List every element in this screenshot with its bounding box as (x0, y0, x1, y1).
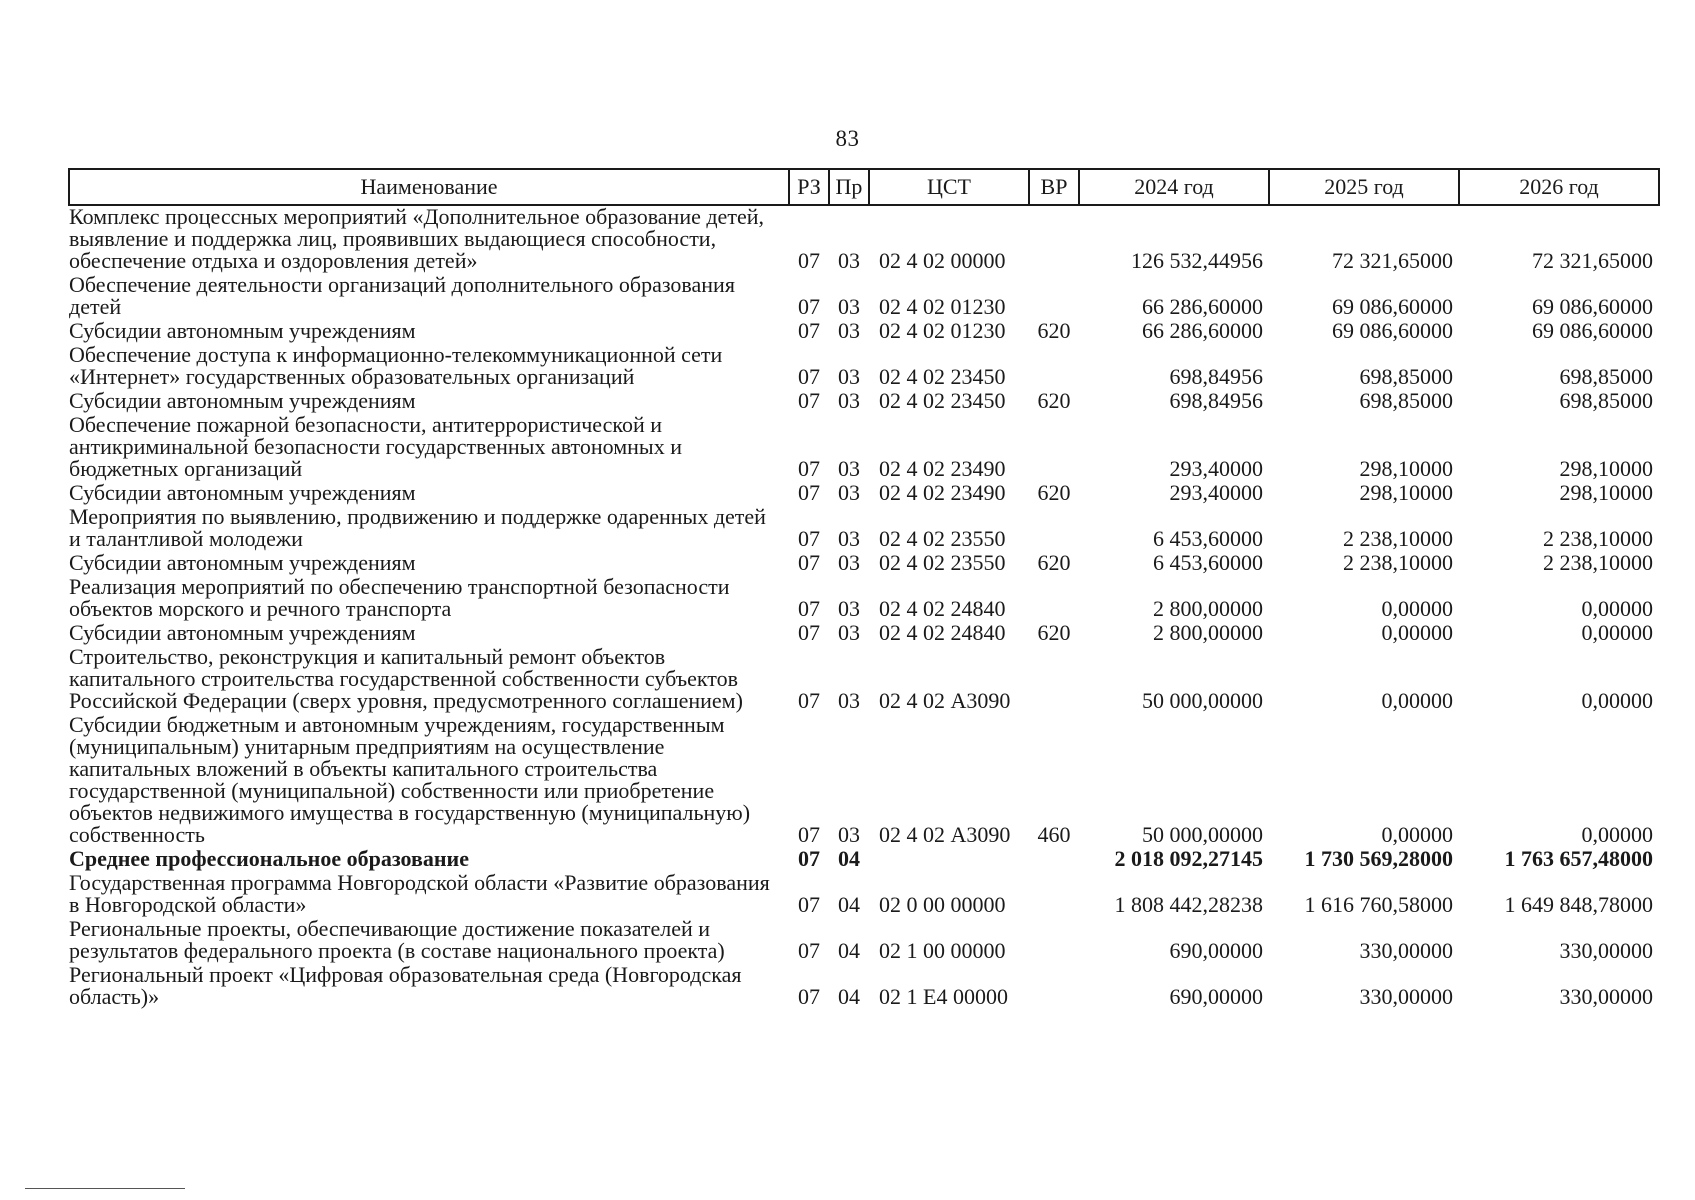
cell-name: Субсидии автономным учреждениям (69, 388, 416, 413)
cell-vr: 620 (1037, 480, 1071, 505)
cell-cst: 02 0 00 00000 (879, 892, 1006, 917)
header-rz: РЗ (789, 169, 829, 205)
table-row (69, 622, 1659, 646)
cell-rz: 07 (798, 248, 820, 273)
cell-rz: 07 (798, 596, 820, 621)
cell-rz: 07 (798, 526, 820, 551)
header-pr: Пр (829, 169, 869, 205)
cell-rz: 07 (798, 364, 820, 389)
cell-2025: 69 086,60000 (1332, 318, 1453, 343)
cell-pr: 03 (838, 248, 860, 273)
cell-pr: 03 (838, 688, 860, 713)
cell-vr: 620 (1037, 550, 1071, 575)
header-cst: ЦСТ (869, 169, 1029, 205)
table-row (69, 964, 1659, 1010)
table-row (69, 390, 1659, 414)
cell-vr (1029, 205, 1079, 274)
cell-name: Обеспечение деятельности организаций дополнительного образования детей (69, 272, 735, 319)
cell-2026: 698,85000 (1559, 388, 1653, 413)
cell-name: Региональные проекты, обеспечивающие достижение показателей и результатов федерального проекта (в составе национального проекта) (69, 916, 725, 963)
cell-cst (869, 848, 1029, 872)
cell-2025: 298,10000 (1359, 456, 1453, 481)
cell-pr: 03 (838, 596, 860, 621)
cell-2024: 293,40000 (1169, 480, 1263, 505)
page-number: 83 (835, 126, 860, 151)
cell-2024: 6 453,60000 (1153, 550, 1263, 575)
cell-vr (1029, 848, 1079, 872)
cell-2024: 698,84956 (1169, 364, 1263, 389)
table-row (69, 414, 1659, 482)
cell-rz: 07 (798, 388, 820, 413)
cell-vr (1029, 576, 1079, 622)
cell-2026: 698,85000 (1559, 364, 1653, 389)
budget-table-container (68, 168, 1658, 1010)
cell-2026: 2 238,10000 (1543, 526, 1653, 551)
cell-name: Комплекс процессных мероприятий «Дополнительное образование детей, выявление и поддержка лиц, проявивших выдающиеся способности, обеспечение отдыха и оздоровления детей» (69, 204, 764, 273)
cell-2024: 50 000,00000 (1142, 822, 1263, 847)
cell-2024: 66 286,60000 (1142, 318, 1263, 343)
budget-table (68, 168, 1660, 1010)
cell-rz: 07 (798, 294, 820, 319)
cell-2024: 6 453,60000 (1153, 526, 1263, 551)
cell-pr: 04 (838, 938, 860, 963)
cell-2025: 0,00000 (1381, 596, 1453, 621)
cell-name: Строительство, реконструкция и капитальный ремонт объектов капитального строительства государственной собственности субъектов Российской Федерации (сверх уровня, предусмотренного соглашением) (69, 644, 743, 713)
cell-name: Реализация мероприятий по обеспечению транспортной безопасности объектов морского и речного транспорта (69, 574, 730, 621)
cell-name: Субсидии бюджетным и автономным учреждениям, государственным (муниципальным) унитарным предприятиям на осуществление капитальных вложений в объекты капитального строительства государственной (муниципальной) собственности или приобретение объектов недвижимого имущества в государственную (муниципальную) собственность (69, 712, 751, 847)
cell-rz: 07 (798, 984, 820, 1009)
table-row (69, 552, 1659, 576)
cell-2024: 293,40000 (1169, 456, 1263, 481)
cell-pr: 04 (838, 984, 860, 1009)
cell-cst: 02 4 02 24840 (879, 620, 1006, 645)
table-header (69, 169, 1659, 205)
cell-cst: 02 1 Е4 00000 (879, 984, 1008, 1009)
cell-rz: 07 (798, 846, 820, 871)
table-row (69, 872, 1659, 918)
cell-rz: 07 (798, 822, 820, 847)
table-row (69, 274, 1659, 320)
cell-rz: 07 (798, 456, 820, 481)
cell-2026: 1 763 657,48000 (1504, 846, 1653, 871)
cell-vr: 620 (1037, 318, 1071, 343)
cell-name: Региональный проект «Цифровая образовательная среда (Новгородская область)» (69, 962, 742, 1009)
cell-2026: 0,00000 (1581, 620, 1653, 645)
cell-vr (1029, 646, 1079, 714)
cell-cst: 02 4 02 00000 (879, 248, 1006, 273)
cell-2025: 1 616 760,58000 (1304, 892, 1453, 917)
cell-2024: 2 018 092,27145 (1114, 846, 1263, 871)
cell-rz: 07 (798, 938, 820, 963)
cell-pr: 03 (838, 550, 860, 575)
cell-pr: 03 (838, 364, 860, 389)
cell-2026: 0,00000 (1581, 596, 1653, 621)
table-body (69, 205, 1659, 1010)
cell-vr (1029, 414, 1079, 482)
cell-name: Государственная программа Новгородской области «Развитие образования в Новгородской области» (69, 870, 770, 917)
cell-2026: 2 238,10000 (1543, 550, 1653, 575)
cell-vr: 460 (1037, 822, 1071, 847)
cell-cst: 02 4 02 23490 (879, 480, 1006, 505)
cell-2024: 690,00000 (1169, 984, 1263, 1009)
cell-cst: 02 4 02 23450 (879, 388, 1006, 413)
header-name: Наименование (69, 169, 789, 205)
cell-2026: 69 086,60000 (1532, 318, 1653, 343)
table-row (69, 506, 1659, 552)
cell-2024: 50 000,00000 (1142, 688, 1263, 713)
cell-pr: 03 (838, 294, 860, 319)
cell-2025: 298,10000 (1359, 480, 1453, 505)
cell-vr (1029, 918, 1079, 964)
cell-vr (1029, 506, 1079, 552)
cell-2026: 298,10000 (1559, 456, 1653, 481)
cell-2024: 2 800,00000 (1153, 620, 1263, 645)
cell-2025: 698,85000 (1359, 388, 1453, 413)
cell-2025: 330,00000 (1359, 984, 1453, 1009)
header-vr: ВР (1029, 169, 1079, 205)
cell-name: Субсидии автономным учреждениям (69, 318, 416, 343)
cell-vr (1029, 964, 1079, 1010)
cell-2026: 72 321,65000 (1532, 248, 1653, 273)
cell-2024: 2 800,00000 (1153, 596, 1263, 621)
footer-divider (25, 1188, 185, 1189)
header-2026: 2026 год (1459, 169, 1659, 205)
table-row (69, 646, 1659, 714)
cell-rz: 07 (798, 688, 820, 713)
table-row (69, 918, 1659, 964)
cell-2026: 0,00000 (1581, 822, 1653, 847)
table-row (69, 344, 1659, 390)
cell-cst: 02 4 02 23450 (879, 364, 1006, 389)
cell-cst: 02 4 02 01230 (879, 318, 1006, 343)
cell-vr (1029, 872, 1079, 918)
cell-2026: 330,00000 (1559, 938, 1653, 963)
cell-cst: 02 1 00 00000 (879, 938, 1006, 963)
table-row (69, 205, 1659, 274)
table-row (69, 482, 1659, 506)
cell-name: Мероприятия по выявлению, продвижению и поддержке одаренных детей и талантливой молодежи (69, 504, 766, 551)
cell-2026: 330,00000 (1559, 984, 1653, 1009)
cell-pr: 03 (838, 620, 860, 645)
cell-2025: 698,85000 (1359, 364, 1453, 389)
cell-2025: 1 730 569,28000 (1304, 846, 1453, 871)
cell-pr: 04 (838, 846, 860, 871)
header-2025: 2025 год (1269, 169, 1459, 205)
cell-vr: 620 (1037, 620, 1071, 645)
cell-2025: 0,00000 (1381, 822, 1453, 847)
table-row (69, 714, 1659, 848)
cell-2025: 0,00000 (1381, 688, 1453, 713)
cell-pr: 04 (838, 892, 860, 917)
cell-2025: 69 086,60000 (1332, 294, 1453, 319)
cell-rz: 07 (798, 550, 820, 575)
cell-cst: 02 4 02 А3090 (879, 688, 1011, 713)
cell-rz: 07 (798, 480, 820, 505)
cell-2025: 0,00000 (1381, 620, 1453, 645)
cell-2025: 2 238,10000 (1343, 550, 1453, 575)
cell-name: Субсидии автономным учреждениям (69, 550, 416, 575)
cell-cst: 02 4 02 23490 (879, 456, 1006, 481)
cell-name: Среднее профессиональное образование (69, 846, 469, 871)
cell-cst: 02 4 02 А3090 (879, 822, 1011, 847)
cell-pr: 03 (838, 480, 860, 505)
cell-pr: 03 (838, 526, 860, 551)
cell-2026: 1 649 848,78000 (1504, 892, 1653, 917)
cell-vr (1029, 344, 1079, 390)
cell-vr (1029, 274, 1079, 320)
cell-pr: 03 (838, 388, 860, 413)
cell-name: Обеспечение доступа к информационно-телекоммуникационной сети «Интернет» государственных образовательных организаций (69, 342, 723, 389)
cell-2026: 298,10000 (1559, 480, 1653, 505)
cell-2024: 1 808 442,28238 (1114, 892, 1263, 917)
cell-cst: 02 4 02 24840 (879, 596, 1006, 621)
cell-pr: 03 (838, 822, 860, 847)
cell-rz: 07 (798, 892, 820, 917)
cell-2025: 330,00000 (1359, 938, 1453, 963)
cell-2024: 690,00000 (1169, 938, 1263, 963)
header-2024: 2024 год (1079, 169, 1269, 205)
cell-name: Обеспечение пожарной безопасности, антитеррористической и антикриминальной безопасности государственных автономных и бюджетных организаций (69, 412, 682, 481)
table-row (69, 576, 1659, 622)
cell-2025: 2 238,10000 (1343, 526, 1453, 551)
cell-pr: 03 (838, 456, 860, 481)
cell-cst: 02 4 02 23550 (879, 526, 1006, 551)
cell-2024: 698,84956 (1169, 388, 1263, 413)
cell-2026: 69 086,60000 (1532, 294, 1653, 319)
cell-name: Субсидии автономным учреждениям (69, 480, 416, 505)
cell-2025: 72 321,65000 (1332, 248, 1453, 273)
cell-cst: 02 4 02 01230 (879, 294, 1006, 319)
cell-name: Субсидии автономным учреждениям (69, 620, 416, 645)
cell-cst: 02 4 02 23550 (879, 550, 1006, 575)
cell-2024: 66 286,60000 (1142, 294, 1263, 319)
cell-pr: 03 (838, 318, 860, 343)
cell-rz: 07 (798, 318, 820, 343)
cell-2026: 0,00000 (1581, 688, 1653, 713)
cell-vr: 620 (1037, 388, 1071, 413)
cell-2024: 126 532,44956 (1131, 248, 1263, 273)
table-row (69, 848, 1659, 872)
cell-rz: 07 (798, 620, 820, 645)
table-row (69, 320, 1659, 344)
